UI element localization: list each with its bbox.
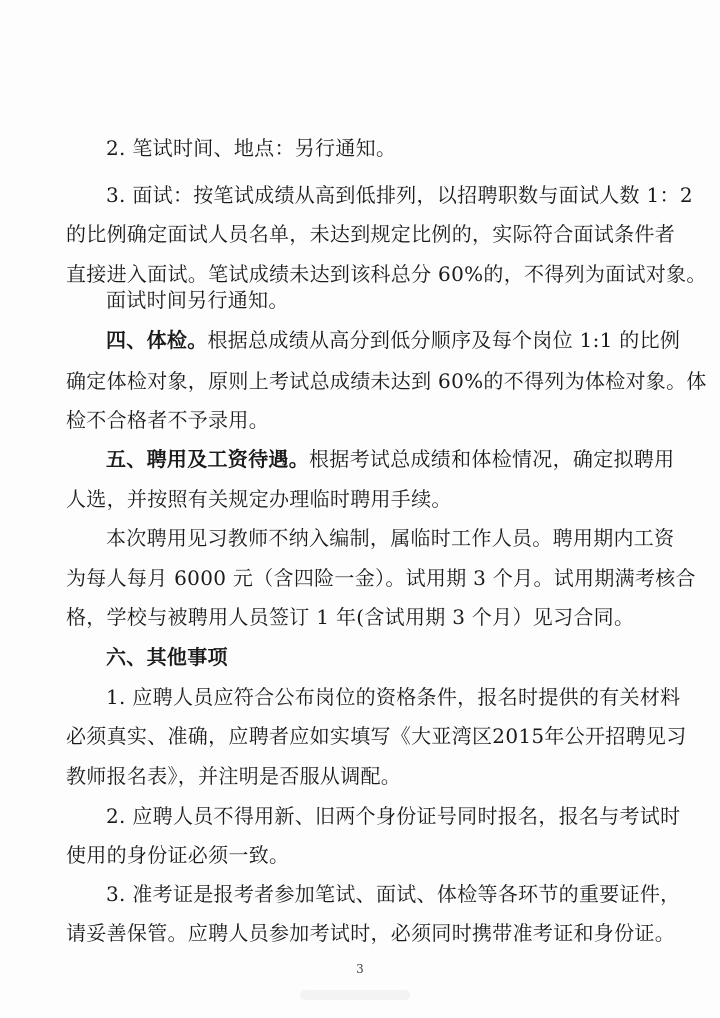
text-line: 2. 笔试时间、地点：另行通知。 — [106, 136, 397, 160]
text-line: 1. 应聘人员应符合公布岗位的资格条件，报名时提供的有关材料 — [106, 685, 681, 709]
text-line: 格，学校与被聘用人员签订 1 年(含试用期 3 个月）见习合同。 — [66, 605, 635, 629]
section-heading-line — [106, 444, 675, 474]
text-line: 2. 应聘人员不得用新、旧两个身份证号同时报名，报名与考试时 — [106, 804, 681, 828]
section-heading: 六、其他事项 — [106, 645, 228, 669]
text-line: 为每人每月 6000 元（含四险一金）。试用期 3 个月。试用期满考核合 — [66, 566, 696, 590]
text-line: 3. 准考证是报考者参加笔试、面试、体检等各环节的重要证件， — [106, 882, 681, 906]
text-line: 直接进入面试。笔试成绩未达到该科总分 60%的，不得列为面试对象。 — [66, 262, 707, 286]
text-span: 根据总成绩从高分到低分顺序及每个岗位 1:1 的比例 — [207, 328, 681, 352]
section-heading-line — [106, 325, 681, 355]
text-line: 必须真实、准确，应聘者应如实填写《大亚湾区2015年公开招聘见习 — [66, 724, 687, 748]
text-line: 本次聘用见习教师不纳入编制，属临时工作人员。聘用期内工资 — [106, 526, 675, 550]
text-line: 人选，并按照有关规定办理临时聘用手续。 — [66, 487, 452, 511]
text-line: 确定体检对象，原则上考试总成绩未达到 60%的不得列为体检对象。体 — [66, 369, 707, 393]
text-line: 使用的身份证必须一致。 — [66, 843, 290, 867]
section-heading: 四、体检。 — [106, 328, 208, 352]
text-line: 请妥善保管。应聘人员参加考试时，必须同时携带准考证和身份证。 — [66, 921, 675, 945]
text-line: 检不合格者不予录用。 — [66, 408, 269, 432]
scan-smudge — [300, 990, 410, 1000]
page-number: 3 — [356, 962, 364, 976]
text-line: 面试时间另行通知。 — [106, 288, 289, 312]
text-line: 的比例确定面试人员名单，未达到规定比例的，实际符合面试条件者 — [66, 222, 675, 246]
text-line: 3. 面试：按笔试成绩从高到低排列，以招聘职数与面试人数 1：2 — [106, 183, 693, 207]
text-line: 教师报名表》，并注明是否服从调配。 — [66, 764, 402, 788]
section-heading: 五、聘用及工资待遇。 — [106, 447, 309, 471]
text-span: 根据考试总成绩和体检情况，确定拟聘用 — [309, 447, 675, 471]
